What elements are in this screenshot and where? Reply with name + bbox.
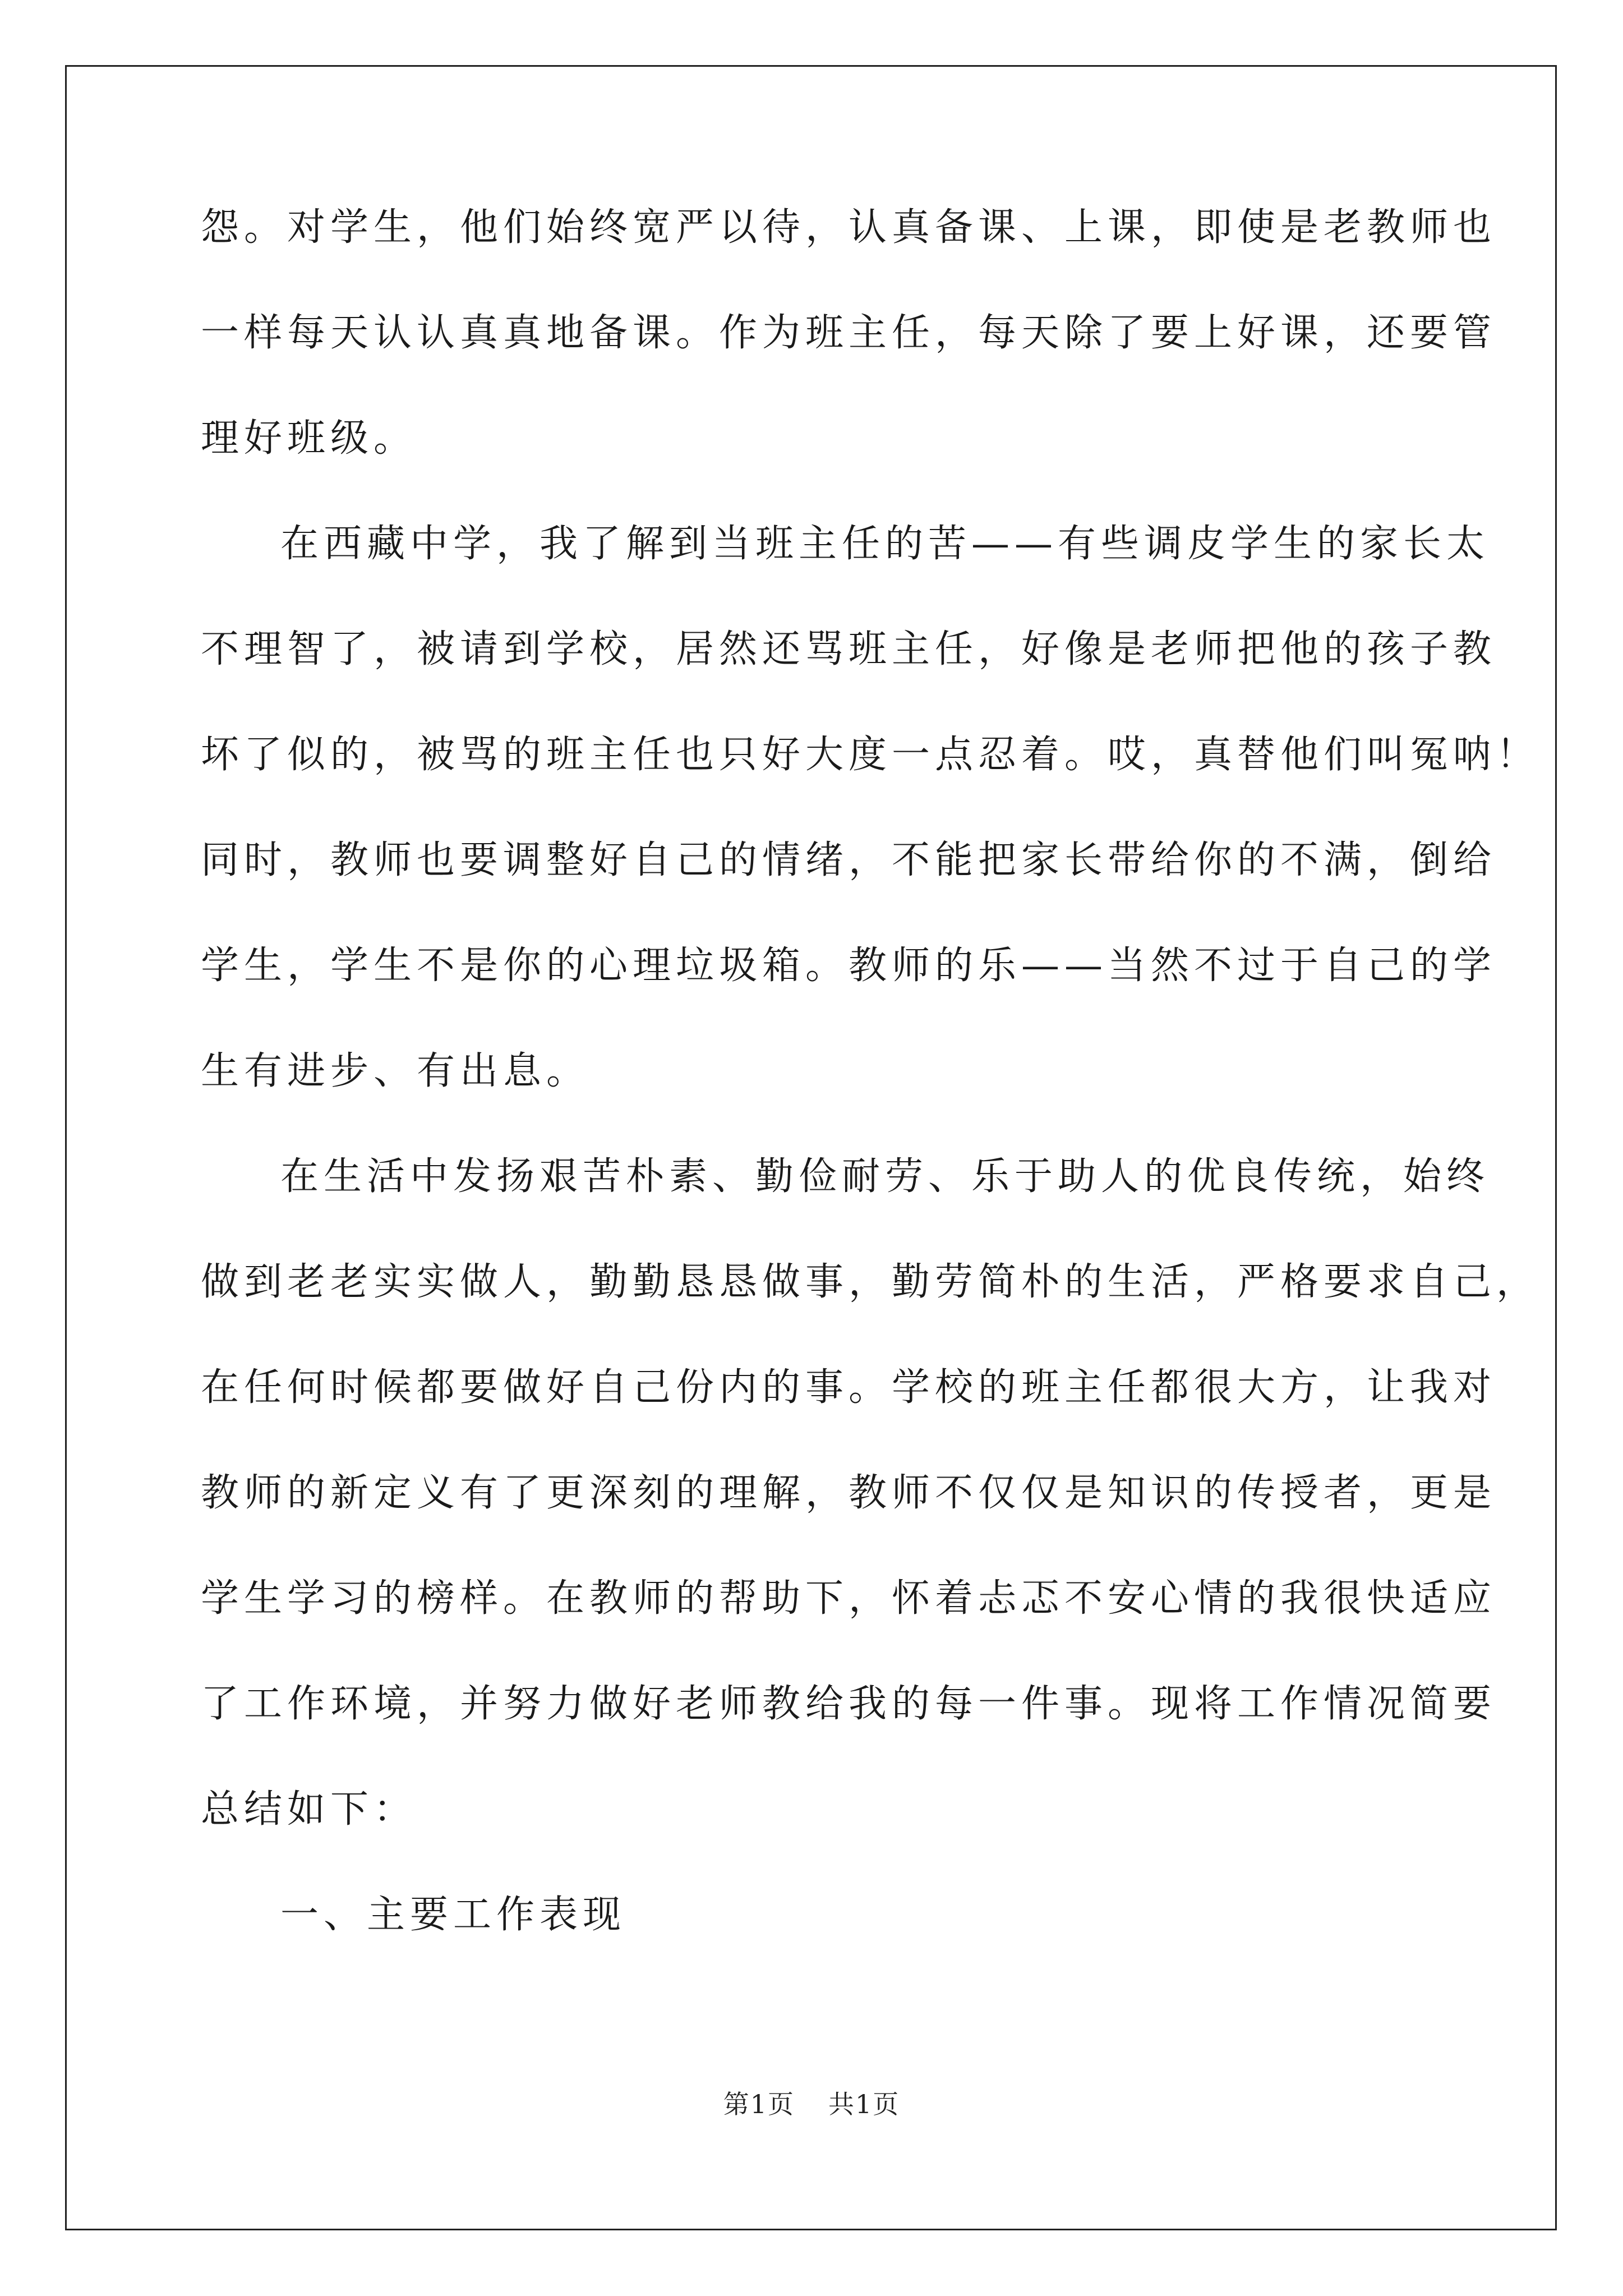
- body-line: 怨。对学生，他们始终宽严以待，认真备课、上课，即使是老教师也: [201, 205, 1497, 250]
- paragraph-first-line: 在西藏中学，我了解到当班主任的苦——有些调皮学生的家长太: [280, 522, 1490, 566]
- body-line: 教师的新定义有了更深刻的理解，教师不仅仅是知识的传授者，更是: [201, 1471, 1497, 1515]
- document-body: [201, 205, 1540, 2001]
- body-line: 不理智了，被请到学校，居然还骂班主任，好像是老师把他的孩子教: [201, 627, 1497, 671]
- body-line: 一样每天认认真真地备课。作为班主任，每天除了要上好课，还要管: [201, 311, 1497, 355]
- body-line: 在任何时候都要做好自己份内的事。学校的班主任都很大方，让我对: [201, 1365, 1497, 1410]
- body-line: 做到老老实实做人，勤勤恳恳做事，勤劳简朴的生活，严格要求自己，: [201, 1260, 1540, 1304]
- body-line: 了工作环境，并努力做好老师教给我的每一件事。现将工作情况简要: [201, 1682, 1497, 1726]
- body-line: 同时，教师也要调整好自己的情绪，不能把家长带给你的不满，倒给: [201, 838, 1497, 882]
- body-line: 生有进步、有出息。: [201, 1049, 590, 1093]
- page-footer: [0, 2091, 1623, 2117]
- body-line: 学生，学生不是你的心理垃圾箱。教师的乐——当然不过于自己的学: [201, 944, 1497, 988]
- section-heading: 一、主要工作表现: [280, 1893, 626, 1937]
- page-total: 共1页: [828, 2089, 900, 2119]
- paragraph-first-line: 在生活中发扬艰苦朴素、勤俭耐劳、乐于助人的优良传统，始终: [280, 1154, 1490, 1199]
- page-number: 第1页: [723, 2089, 795, 2119]
- body-line: 理好班级。: [201, 416, 417, 461]
- body-line: 坏了似的，被骂的班主任也只好大度一点忍着。哎，真替他们叫冤呐！: [201, 733, 1540, 777]
- body-line: 总结如下：: [201, 1787, 417, 1832]
- body-line: 学生学习的榜样。在教师的帮助下，怀着忐忑不安心情的我很快适应: [201, 1576, 1497, 1621]
